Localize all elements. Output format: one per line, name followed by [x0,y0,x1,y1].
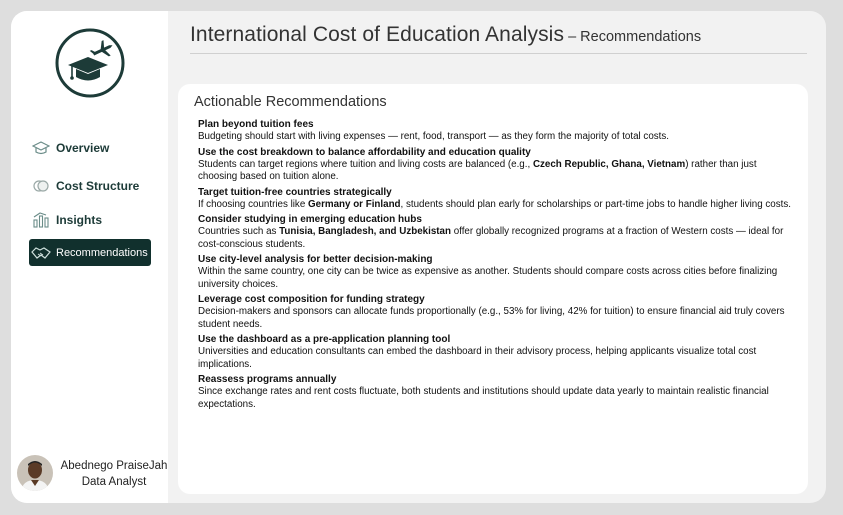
highlight-text: Czech Republic, Ghana, Vietnam [532,158,686,170]
body-text: If choosing countries like [198,198,308,210]
nav-cost-structure[interactable] [29,172,151,199]
graduation-cap-icon [31,139,51,157]
recommendation-title: Use the cost breakdown to balance affordability and education quality [198,146,531,158]
recommendation-body [198,159,794,184]
body-text: Within the same country, one city can be twice as expensive as another. Students should compare costs across cities before finalizing university choices. [198,266,778,290]
recommendation-title: Use city-level analysis for better decision-making [198,254,433,265]
dashboard-frame [11,11,826,503]
recommendation-item [198,147,794,184]
body-text: Since exchange rates and rent costs fluctuate, both students and institutions should update data yearly to maintain realistic financial expectations. [198,386,769,410]
profile-role: Data Analyst [81,476,147,488]
card-title: Actionable Recommendations [194,94,387,110]
recommendation-item [198,334,794,371]
handshake-icon [31,244,51,262]
recommendation-body [198,266,794,291]
recommendation-body [198,346,794,371]
recommendation-body [198,386,794,411]
recommendation-title: Use the dashboard as a pre-application planning tool [198,334,451,345]
recommendation-title: Target tuition-free countries strategically [198,186,392,198]
highlight-text: Tunisia, Bangladesh, and Uzbekistan [279,226,451,237]
recommendation-title: Plan beyond tuition fees [198,119,314,130]
body-text: Students can target regions where tuition and living costs are balanced (e.g., [198,158,533,170]
recommendation-item [198,294,794,331]
page-header [190,23,807,54]
body-text: ) rather than just choosing based on tuition alone. [198,158,757,182]
nav-cost-structure-label: Cost Structure [56,178,140,193]
coins-icon [31,177,51,195]
avatar [17,455,53,491]
page-subtitle: – Recommendations [564,29,702,45]
user-profile [17,455,167,495]
body-text: Countries such as [198,226,280,237]
recommendation-body [198,306,794,331]
recommendation-body [198,226,794,251]
profile-name: Abednego PraiseJah [60,460,168,472]
sidebar [11,11,168,503]
nav-insights[interactable] [29,206,151,233]
bar-chart-icon [31,211,51,229]
body-text: Decision-makers and sponsors can allocate funds proportionally (e.g., 53% for living, 42% for tuition) to ensure financial aid truly covers student needs. [198,306,785,330]
highlight-text: Germany or Finland [308,198,401,210]
body-text: offer globally recognized programs at a fraction of Western costs — ideal for cost-conscious students. [198,226,784,250]
nav-overview-label: Overview [56,140,110,155]
recommendation-title: Consider studying in emerging education hubs [198,214,422,225]
page-title: International Cost of Education Analysis [190,23,565,46]
recommendation-title: Reassess programs annually [198,374,337,385]
recommendation-body [198,199,794,212]
recommendations-card [178,84,808,494]
graduation-cap-plane-icon [54,27,126,99]
body-text: Universities and education consultants can embed the dashboard in their advisory process, helping applicants visualize total cost implications. [198,346,757,370]
recommendation-item [198,119,794,144]
recommendation-item [198,254,794,291]
body-text: Budgeting should start with living expenses — rent, food, transport — as they form the majority of total costs. [198,131,670,142]
nav-insights-label: Insights [56,212,103,227]
nav-recommendations-label: Recommendations [56,246,148,259]
recommendation-item [198,187,794,212]
recommendation-item [198,374,794,411]
recommendation-title: Leverage cost composition for funding strategy [198,294,425,305]
nav-recommendations[interactable] [29,239,151,266]
body-text: , students should plan early for scholarships or part-time jobs to handle higher living costs. [400,198,791,210]
nav-overview[interactable] [29,134,151,161]
recommendation-body [198,131,794,144]
recommendation-item [198,214,794,251]
recommendations-list [198,119,794,414]
